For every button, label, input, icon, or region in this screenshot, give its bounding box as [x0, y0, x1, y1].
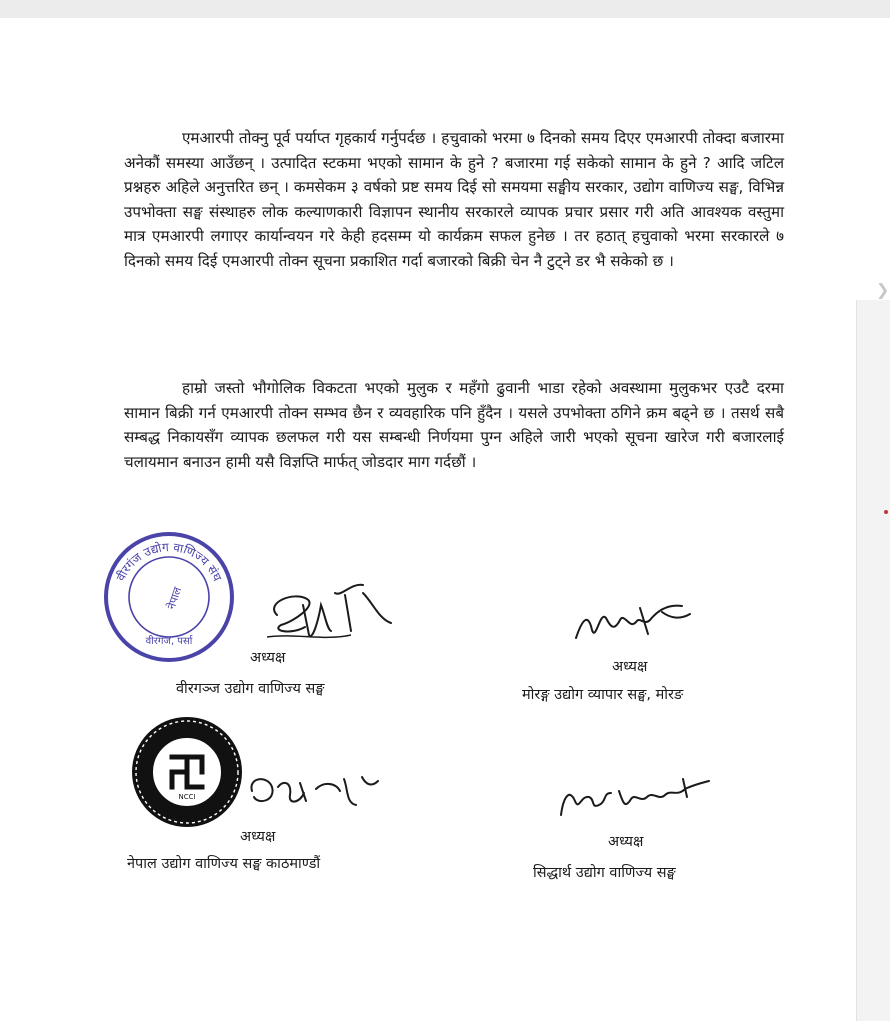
signatory-4-organization: सिद्धार्थ उद्योग वाणिज्य सङ्घ [533, 865, 676, 881]
signatory-1-title: अध्यक्ष [250, 650, 286, 666]
signatory-3-organization: नेपाल उद्योग वाणिज्य सङ्घ काठमाण्डौं [127, 856, 321, 872]
birgunj-seal-icon [102, 530, 236, 664]
birgunj-seal-center-text: नेपाल [164, 585, 185, 611]
letter-paragraph-2: हाम्रो जस्तो भौगोलिक विकटता भएको मुलुक र महँगो ढुवानी भाडा रहेको अवस्थामा मुलुकभर एउटै दरमा सामान बिक्री गर्न एमआरपी तोक्न सम्भव छैन र व्यवहारिक पनि हुँदैन । यसले उपभोक्ता ठगिने क्रम बढ्ने छ । तसर्थ सबै सम्बद्ध निकायसँग व्यापक छलफल गरी यस सम्बन्धी निर्णयमा पुग्न अहिले जारी भएको सूचना खारेज गरी बजारलाई चलायमान बनाउन हामी यसै विज्ञप्ति मार्फत् जोडदार माग गर्दछौं । [124, 379, 784, 471]
signatory-3-title: अध्यक्ष [240, 829, 276, 845]
siddhartha-signature [555, 775, 715, 825]
morang-signature [570, 590, 700, 650]
signatory-2-title: अध्यक्ष [612, 659, 648, 675]
red-mark [884, 510, 888, 514]
signatory-4-title: अध्यक्ष [608, 834, 644, 850]
right-margin-strip [856, 300, 890, 1021]
birgunj-seal-ring-text: वीरगंज उद्योग वाणिज्य संघ [113, 540, 225, 584]
birgunj-seal-bottom-text: वीरगंज, पर्सा [145, 636, 193, 647]
letter-paragraph-1: एमआरपी तोक्नु पूर्व पर्याप्त गृहकार्य गर्नुपर्दछ । हचुवाको भरमा ७ दिनको समय दिएर एमआरपी तोक्दा बजारमा अनेकौं समस्या आउँछन् । उत्पादित स्टकमा भएको सामान के हुने ? बजारमा गई सकेको सामान के हुने ? आदि जटिल प्रश्नहरु अहिले अनुत्तरित छन् । कमसेकम ३ वर्षको प्रष्ट समय दिई सो समयमा सङ्घीय सरकार, उद्योग वाणिज्य सङ्घ, विभिन्न उपभोक्ता सङ्घ संस्थाहरु लोक कल्याणकारी विज्ञापन स्थानीय सरकारले व्यापक प्रचार प्रसार गरी अति आवश्यक वस्तुमा मात्र एमआरपी लगाएर कार्यान्वयन गरे केही हदसम्म यो कार्यक्रम सफल हुनेछ । तर हठात् हचुवाको भरमा सरकारले ७ दिनको समय दिई एमआरपी तोक्न सूचना प्रकाशित गर्दा बजारको बिक्री चेन नै टुट्ने डर भै सकेको छ । [124, 129, 784, 270]
chevron-right-icon[interactable]: ❯ [876, 280, 890, 299]
signatory-1-organization: वीरगञ्ज उद्योग वाणिज्य सङ्घ [176, 681, 325, 697]
ncci-seal-icon [130, 715, 244, 829]
ncci-signature [244, 765, 384, 815]
ncci-seal-text: NCCI [178, 793, 196, 801]
birgunj-signature [255, 575, 395, 655]
top-strip [0, 0, 890, 18]
signatory-2-organization: मोरङ्ग उद्योग व्यापार सङ्घ, मोरङ [522, 687, 684, 703]
